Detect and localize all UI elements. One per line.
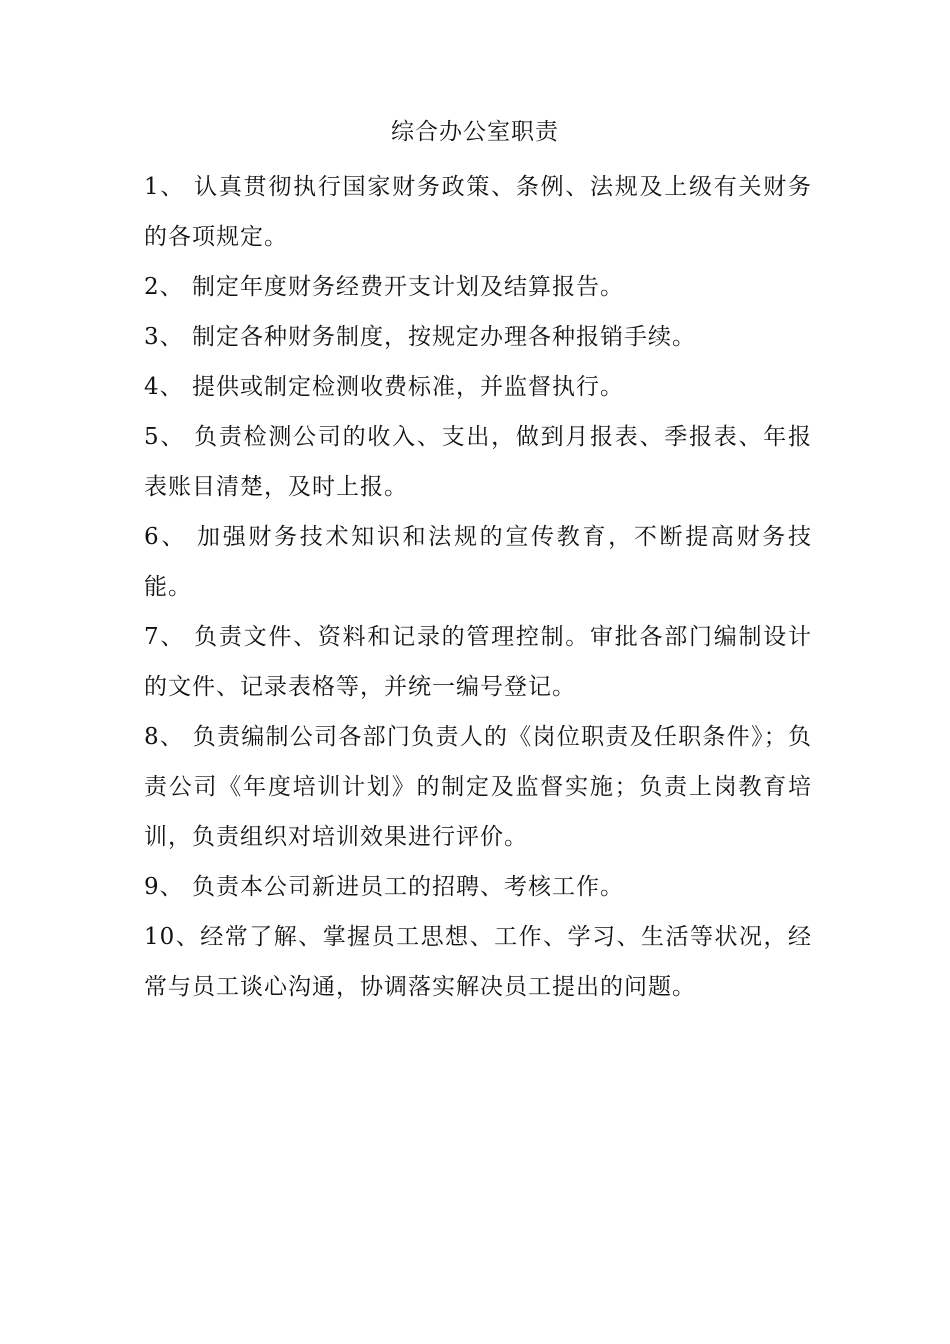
duty-item-1: 1、 认真贯彻执行国家财务政策、条例、法规及上级有关财务的各项规定。 [144, 174, 812, 250]
duty-item-6: 6、 加强财务技术知识和法规的宣传教育，不断提高财务技能。 [144, 524, 812, 600]
duty-item-3: 3、 制定各种财务制度，按规定办理各种报销手续。 [144, 324, 696, 350]
duty-item-5: 5、 负责检测公司的收入、支出，做到月报表、季报表、年报表账目清楚，及时上报。 [144, 424, 812, 500]
duty-item-4: 4、 提供或制定检测收费标准，并监督执行。 [144, 374, 624, 400]
duty-item-10: 10、经常了解、掌握员工思想、工作、学习、生活等状况，经常与员工谈心沟通，协调落实解决员工提出的问题。 [144, 924, 812, 1000]
duty-list [144, 162, 812, 1012]
duty-item-7: 7、 负责文件、资料和记录的管理控制。审批各部门编制设计的文件、记录表格等，并统一编号登记。 [144, 624, 812, 700]
duty-item-8: 8、 负责编制公司各部门负责人的《岗位职责及任职条件》；负责公司《年度培训计划》的制定及监督实施；负责上岗教育培训，负责组织对培训效果进行评价。 [144, 724, 812, 850]
duty-item-9: 9、 负责本公司新进员工的招聘、考核工作。 [144, 874, 624, 900]
page-title: 综合办公室职责 [391, 119, 559, 145]
duty-item-2: 2、 制定年度财务经费开支计划及结算报告。 [144, 274, 624, 300]
